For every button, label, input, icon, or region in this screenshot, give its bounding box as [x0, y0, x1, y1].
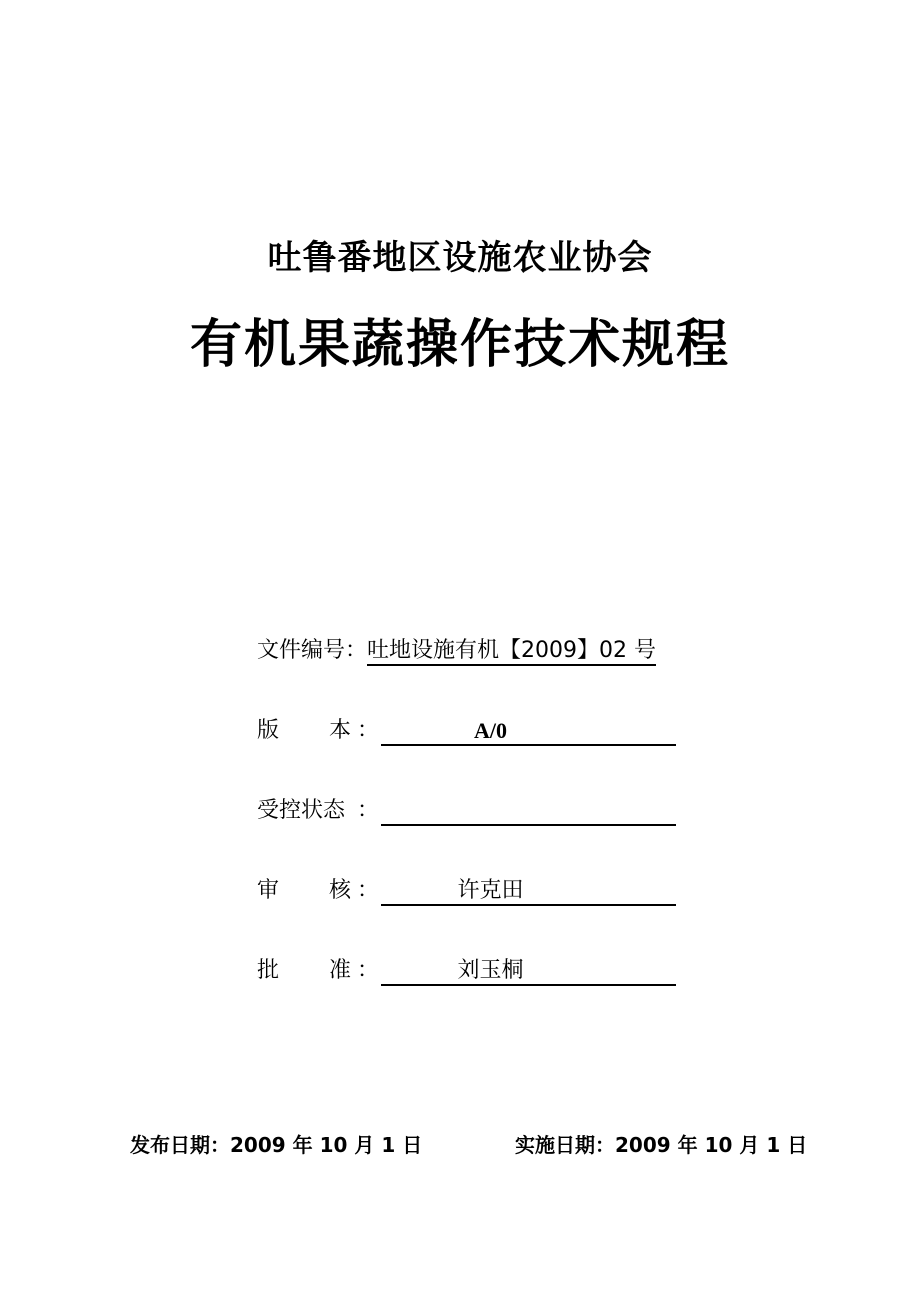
reviewer-label-char2: 核: [329, 878, 352, 903]
version-label-char1: 版: [257, 718, 280, 743]
reviewer-label-char1: 审: [257, 878, 280, 903]
control-status-colon: ：: [357, 798, 380, 823]
control-status-label-group: [257, 796, 383, 826]
reviewer-label-colon: ：: [357, 878, 380, 903]
approver-label-char1: 批: [257, 958, 280, 983]
control-status-label: 受控状态: [257, 798, 346, 823]
control-status-value-line: [381, 796, 676, 826]
document-title: 有机果蔬操作技术规程: [189, 315, 730, 375]
approver-label-char2: 准: [329, 958, 352, 983]
version-label-colon: ：: [357, 718, 380, 743]
doc-number-value: 吐地设施有机【2009】02 号: [367, 638, 656, 666]
effective-date: 实施日期：2009 年 10 月 1 日: [515, 1133, 808, 1157]
approver-value: 刘玉桐: [457, 958, 524, 983]
reviewer-value-line: [381, 876, 676, 906]
doc-number-label: 文件编号：: [257, 638, 368, 663]
approver-label-colon: ：: [357, 958, 380, 983]
reviewer-value: 许克田: [457, 878, 524, 903]
doc-number-row: [257, 636, 656, 666]
organization-title: 吐鲁番地区设施农业协会: [267, 238, 653, 278]
version-value-line: [381, 716, 676, 746]
version-label-char2: 本: [329, 718, 352, 743]
approver-value-line: [381, 956, 676, 986]
version-value: A/0: [474, 718, 507, 743]
release-date: 发布日期：2009 年 10 月 1 日: [130, 1133, 423, 1157]
